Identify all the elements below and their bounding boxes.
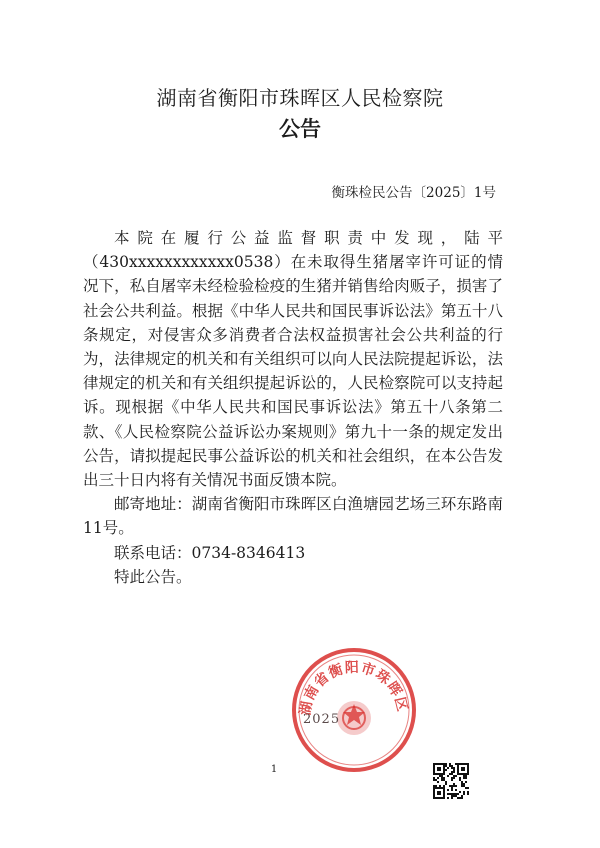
body-paragraph-address: 邮寄地址：湖南省衡阳市珠晖区白渔塘园艺场三环东路南11号。 [83,495,503,538]
organization-title: 湖南省衡阳市珠晖区人民检察院 [156,86,444,110]
body-paragraph-closing: 特此公告。 [114,567,192,586]
qr-code-icon [433,763,469,799]
body-paragraph-main: 本院在履行公益监督职责中发现，陆平（430xxxxxxxxxxxx0538）在未取得生猪屠宰许可证的情况下，私自屠宰未经检验检疫的生猪并销售给肉贩子，损害了社会公共利益。根据《中华人民共和国民事诉讼法》第五十八条规定，对侵害众多消费者合法权益损害社会公共利益的行为，法律规定的机关和有关组织可以向人民法院提起诉讼，法律规定的机关和有关组织提起诉讼的，人民检察院可以支持起诉。现根据《中华人民共和国民事诉讼法》第五十八条第二款、《人民检察院公益诉讼办案规则》第九十一条的规定发出公告，请拟提起民事公益诉讼的机关和社会组织，在本公告发出三十日内将有关情况书面反馈本院。 [83,229,503,490]
body-paragraph-phone: 联系电话：0734-8346413 [114,543,306,562]
document-title: 公告 [279,117,321,141]
announcement-body [83,226,503,589]
issue-date: 2025 [303,712,341,727]
seal-text: 湖南省衡阳市珠晖区 [297,659,411,717]
official-seal-icon [290,646,418,774]
page-number: 1 [270,764,278,775]
document-number: 衡珠检民公告〔2025〕1号 [331,185,496,201]
